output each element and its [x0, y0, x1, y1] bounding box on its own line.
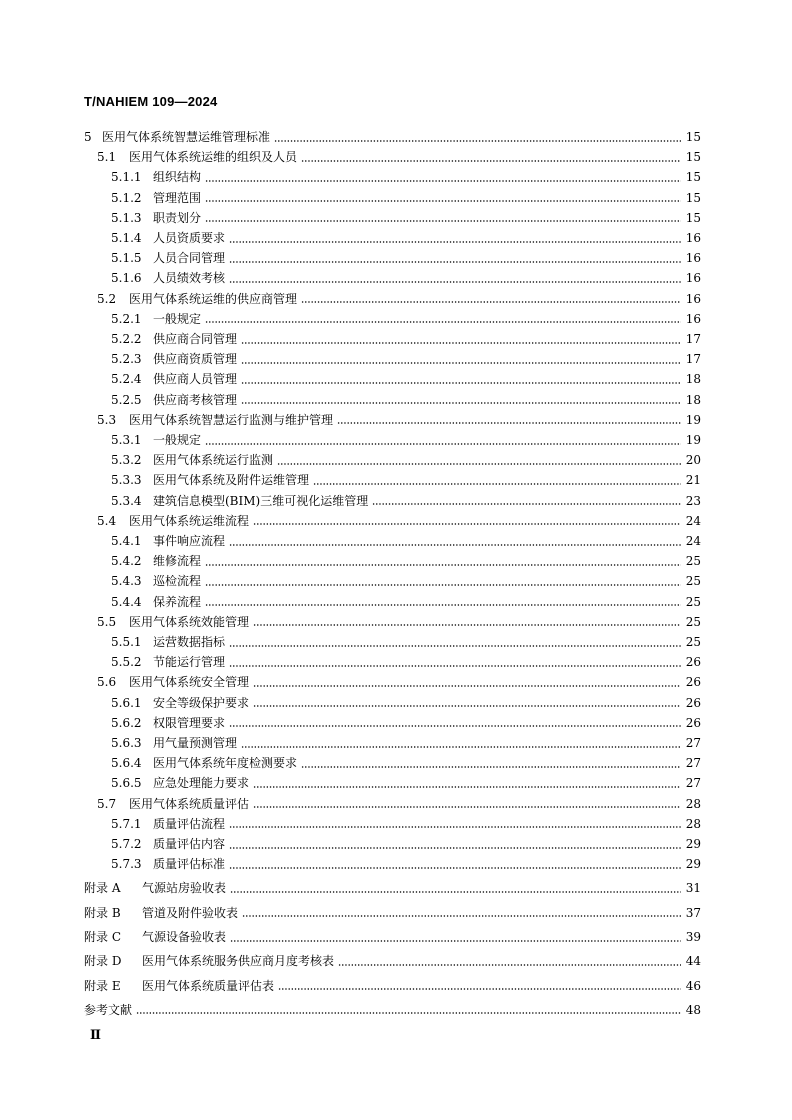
dot-leader [241, 402, 681, 404]
toc-entry-page-number: 16 [685, 271, 701, 286]
toc-entry-title: 气源站房验收表 [142, 881, 227, 896]
toc-entry-page-number: 27 [685, 756, 701, 771]
toc-entry-title: 医用气体系统运维的供应商管理 [129, 291, 298, 306]
toc-entry-title: 医用气体系统及附件运维管理 [153, 473, 310, 488]
toc-entry-page-number: 27 [685, 736, 701, 750]
toc-entry[interactable] [84, 976, 701, 996]
toc-entry[interactable] [84, 672, 701, 692]
toc-entry-page-number: 44 [685, 954, 701, 969]
toc-entry-number: 5.1.4 [111, 231, 142, 245]
toc-entry-number: 5.1.1 [111, 170, 142, 185]
toc-entry-number: 附录 D [84, 954, 122, 969]
toc-entry[interactable] [84, 268, 701, 288]
dot-leader [301, 160, 681, 162]
toc-entry-number: 5.6.3 [111, 736, 142, 750]
toc-entry-title: 医用气体系统年度检测要求 [153, 756, 298, 771]
dot-leader [229, 725, 681, 727]
toc-entry[interactable] [84, 511, 701, 531]
toc-entry-title: 人员资质要求 [153, 231, 226, 245]
toc-entry-title: 气源设备验收表 [142, 930, 227, 944]
toc-entry-title: 一般规定 [153, 433, 202, 447]
toc-entry-number: 5.5.2 [111, 655, 142, 670]
toc-entry-number: 附录 C [84, 930, 121, 944]
toc-entry-page-number: 21 [685, 473, 701, 488]
dot-leader [301, 301, 681, 303]
dot-leader [229, 867, 681, 869]
toc-entry[interactable] [84, 854, 701, 874]
toc-entry-title: 医用气体系统效能管理 [129, 614, 250, 629]
toc-entry-title: 一般规定 [153, 311, 202, 326]
toc-entry-number: 5.2.1 [111, 311, 142, 326]
toc-entry-title: 保养流程 [153, 594, 202, 609]
toc-entry-title: 节能运行管理 [153, 655, 226, 670]
dot-leader [242, 915, 681, 917]
dot-leader [229, 281, 681, 283]
toc-entry-page-number: 16 [685, 291, 701, 306]
toc-entry[interactable] [84, 733, 701, 753]
toc-entry[interactable] [84, 652, 701, 672]
toc-entry-page-number: 29 [685, 837, 701, 851]
toc-entry-number: 附录 A [84, 881, 121, 896]
toc-entry-title: 医用气体系统智慧运维管理标准 [102, 130, 271, 144]
dot-leader [205, 180, 681, 182]
toc-entry[interactable] [84, 228, 701, 248]
dot-leader [241, 746, 681, 748]
toc-entry[interactable] [84, 167, 701, 187]
toc-entry-number: 5.5.1 [111, 635, 142, 649]
toc-entry[interactable] [84, 551, 701, 571]
toc-entry-number: 5.1.2 [111, 190, 142, 205]
toc-entry-number: 5.3.4 [111, 493, 142, 508]
toc-entry[interactable] [84, 834, 701, 854]
toc-entry-number: 5.1.6 [111, 271, 142, 286]
toc-entry-number: 5.6.1 [111, 695, 142, 710]
toc-entry-number: 5.2.2 [111, 332, 142, 346]
toc-entry-title: 组织结构 [153, 170, 202, 185]
toc-entry[interactable] [84, 369, 701, 389]
toc-entry-number: 5.5 [97, 614, 117, 629]
toc-entry[interactable] [84, 329, 701, 349]
toc-entry[interactable] [84, 248, 701, 268]
toc-entry-number: 5.1.5 [111, 251, 142, 266]
toc-entry-number: 5.4.4 [111, 594, 142, 609]
toc-entry[interactable] [84, 470, 701, 490]
toc-entry[interactable] [84, 1000, 701, 1020]
dot-leader [229, 241, 681, 243]
toc-entry[interactable] [84, 450, 701, 470]
toc-entry[interactable] [84, 309, 701, 329]
toc-entry-title: 维修流程 [153, 554, 202, 569]
dot-leader [241, 382, 681, 384]
dot-leader [253, 705, 681, 707]
dot-leader [205, 604, 681, 606]
toc-entry-title: 医用气体系统运行监测 [153, 453, 274, 468]
toc-entry-number: 5.2 [97, 291, 117, 306]
toc-entry-page-number: 19 [685, 433, 701, 447]
toc-entry-page-number: 26 [685, 655, 701, 670]
toc-entry-title: 医用气体系统安全管理 [129, 675, 250, 690]
toc-entry-page-number: 25 [685, 574, 701, 589]
toc-entry-page-number: 16 [685, 231, 701, 245]
toc-entry-page-number: 24 [685, 513, 701, 528]
toc-entry[interactable] [84, 612, 701, 632]
dot-leader [205, 321, 681, 323]
toc-entry[interactable] [84, 773, 701, 793]
toc-entry-title: 参考文献 [84, 1002, 133, 1017]
toc-entry[interactable] [84, 878, 701, 898]
dot-leader [229, 261, 681, 263]
dot-leader [313, 483, 681, 485]
dot-leader [301, 766, 681, 768]
toc-entry-title: 医用气体系统质量评估表 [142, 978, 275, 993]
toc-entry-title: 管道及附件验收表 [142, 905, 239, 920]
toc-entry[interactable] [84, 430, 701, 450]
dot-leader [241, 362, 681, 364]
dot-leader [278, 988, 681, 990]
toc-entry-page-number: 46 [685, 978, 701, 993]
dot-leader [229, 544, 681, 546]
toc-entry-page-number: 26 [685, 715, 701, 730]
toc-entry[interactable] [84, 632, 701, 652]
toc-entry[interactable] [84, 147, 701, 167]
toc-entry-title: 人员绩效考核 [153, 271, 226, 286]
toc-entry-number: 5.2.4 [111, 372, 142, 387]
toc-entry-page-number: 25 [685, 554, 701, 569]
dot-leader [241, 342, 681, 344]
toc-entry-page-number: 31 [685, 881, 701, 896]
toc-entry-title: 供应商考核管理 [153, 392, 238, 407]
toc-entry-page-number: 39 [685, 930, 701, 944]
toc-entry-title: 质量评估流程 [153, 816, 226, 831]
toc-entry-page-number: 29 [685, 857, 701, 872]
toc-entry-number: 5.6.2 [111, 715, 142, 730]
toc-entry-page-number: 16 [685, 251, 701, 266]
toc-entry-title: 医用气体系统服务供应商月度考核表 [142, 954, 335, 969]
dot-leader [277, 463, 681, 465]
toc-entry-number: 5.3 [97, 412, 117, 427]
toc-entry-page-number: 18 [685, 372, 701, 387]
toc-entry-number: 5.7.3 [111, 857, 142, 872]
toc-entry-number: 5.4.2 [111, 554, 142, 569]
toc-entry-title: 医用气体系统运维流程 [129, 513, 250, 528]
toc-entry[interactable] [84, 927, 701, 947]
toc-entry-number: 附录 E [84, 978, 121, 993]
toc-entry[interactable] [84, 491, 701, 511]
toc-entry-number: 5.4.3 [111, 574, 142, 589]
dot-leader [136, 1012, 681, 1014]
dot-leader [253, 806, 681, 808]
dot-leader [338, 964, 681, 966]
dot-leader [229, 847, 681, 849]
toc-entry-page-number: 15 [685, 190, 701, 205]
toc-entry-title: 质量评估内容 [153, 837, 226, 851]
toc-entry-title: 巡检流程 [153, 574, 202, 589]
toc-entry-page-number: 16 [685, 311, 701, 326]
toc-entry-page-number: 20 [685, 453, 701, 468]
toc-entry-number: 5.7.1 [111, 816, 142, 831]
dot-leader [253, 786, 681, 788]
page-number-roman: Ⅱ [90, 1028, 101, 1043]
toc-entry-number: 附录 B [84, 905, 121, 920]
dot-leader [274, 140, 681, 142]
toc-entry-page-number: 23 [685, 493, 701, 508]
toc-entry[interactable] [84, 903, 701, 923]
toc-entry-title: 用气量预测管理 [153, 736, 238, 750]
toc-entry-title: 权限管理要求 [153, 715, 226, 730]
toc-entry-page-number: 15 [685, 170, 701, 185]
toc-entry-page-number: 28 [685, 816, 701, 831]
toc-entry-number: 5.2.3 [111, 352, 142, 367]
document-code-header: T/NAHIEM 109—2024 [84, 94, 218, 109]
toc-entry[interactable] [84, 592, 701, 612]
toc-entry[interactable] [84, 188, 701, 208]
dot-leader [230, 940, 681, 942]
dot-leader [253, 624, 681, 626]
toc-entry[interactable] [84, 349, 701, 369]
toc-entry-page-number: 18 [685, 392, 701, 407]
toc-entry-number: 5.2.5 [111, 392, 142, 407]
toc-entry-page-number: 27 [685, 776, 701, 791]
dot-leader [372, 503, 681, 505]
toc-entry[interactable] [84, 814, 701, 834]
toc-entry-page-number: 17 [685, 332, 701, 346]
dot-leader [205, 443, 681, 445]
toc-entry-title: 医用气体系统质量评估 [129, 796, 250, 811]
toc-entry[interactable] [84, 208, 701, 228]
toc-entry-title: 安全等级保护要求 [153, 695, 250, 710]
toc-entry-number: 5.3.3 [111, 473, 142, 488]
toc-entry-page-number: 26 [685, 675, 701, 690]
toc-entry-number: 5.4 [97, 513, 117, 528]
toc-entry-title: 管理范围 [153, 190, 202, 205]
toc-entry[interactable] [84, 951, 701, 971]
toc-entry[interactable] [84, 531, 701, 551]
toc-entry-page-number: 26 [685, 695, 701, 710]
dot-leader [229, 645, 681, 647]
toc-entry-title: 质量评估标准 [153, 857, 226, 872]
toc-entry-title: 建筑信息模型(BIM)三维可视化运维管理 [153, 493, 369, 508]
dot-leader [205, 584, 681, 586]
toc-entry-title: 供应商人员管理 [153, 372, 238, 387]
toc-entry-page-number: 15 [685, 150, 701, 165]
dot-leader [337, 422, 681, 424]
toc-entry-number: 5.1 [97, 150, 117, 165]
toc-entry-number: 5.6.5 [111, 776, 142, 791]
toc-entry-page-number: 19 [685, 412, 701, 427]
dot-leader [229, 826, 681, 828]
toc-entry-page-number: 15 [685, 210, 701, 225]
toc-entry-number: 5.3.1 [111, 433, 142, 447]
dot-leader [229, 665, 681, 667]
toc-entry-page-number: 25 [685, 594, 701, 609]
toc-entry-title: 医用气体系统智慧运行监测与维护管理 [129, 412, 334, 427]
toc-entry-title: 医用气体系统运维的组织及人员 [129, 150, 298, 165]
toc-entry-number: 5.6.4 [111, 756, 142, 771]
toc-entry-page-number: 48 [685, 1002, 701, 1017]
toc-entry[interactable] [84, 390, 701, 410]
toc-entry-number: 5.3.2 [111, 453, 142, 468]
toc-entry-title: 职责划分 [153, 210, 202, 225]
toc-entry-number: 5.1.3 [111, 210, 142, 225]
toc-entry[interactable] [84, 693, 701, 713]
toc-entry-number: 5.7.2 [111, 837, 142, 851]
toc-entry[interactable] [84, 571, 701, 591]
toc-entry-title: 事件响应流程 [153, 534, 226, 548]
dot-leader [205, 200, 681, 202]
toc-entry-page-number: 28 [685, 796, 701, 811]
toc-entry-page-number: 24 [685, 534, 701, 548]
toc-entry-number: 5.6 [97, 675, 117, 690]
toc-entry[interactable] [84, 713, 701, 733]
toc-entry-page-number: 17 [685, 352, 701, 367]
toc-entry-page-number: 15 [685, 130, 701, 144]
dot-leader [230, 891, 681, 893]
toc-entry[interactable] [84, 753, 701, 773]
toc-entry[interactable] [84, 289, 701, 309]
toc-entry-page-number: 37 [685, 905, 701, 920]
toc-entry-title: 应急处理能力要求 [153, 776, 250, 791]
toc-entry-page-number: 25 [685, 635, 701, 649]
toc-entry-number: 5 [84, 130, 92, 144]
toc-entry-number: 5.4.1 [111, 534, 142, 548]
dot-leader [253, 685, 681, 687]
toc-entry[interactable] [84, 127, 701, 147]
toc-entry[interactable] [84, 794, 701, 814]
toc-entry[interactable] [84, 410, 701, 430]
toc-entry-title: 供应商合同管理 [153, 332, 238, 346]
toc-entry-title: 供应商资质管理 [153, 352, 238, 367]
dot-leader [253, 523, 681, 525]
toc-entry-page-number: 25 [685, 614, 701, 629]
dot-leader [205, 564, 681, 566]
dot-leader [205, 220, 681, 222]
toc-entry-title: 运营数据指标 [153, 635, 226, 649]
toc-entry-number: 5.7 [97, 796, 117, 811]
toc-entry-title: 人员合同管理 [153, 251, 226, 266]
